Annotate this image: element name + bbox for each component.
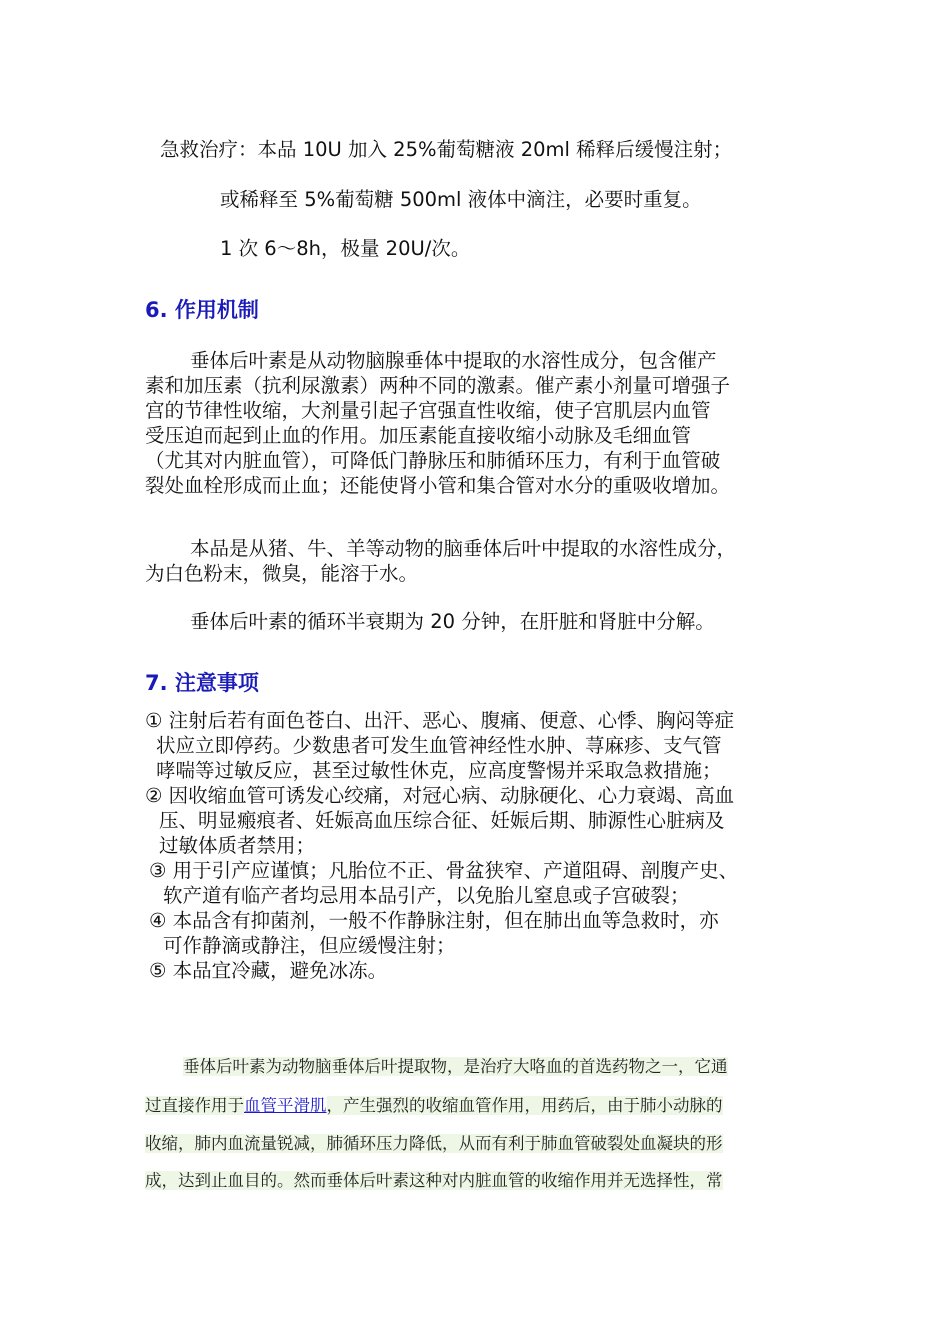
- paragraph-line: 受压迫而起到止血的作用。加压素能直接收缩小动脉及毛细血管: [145, 424, 692, 447]
- section-heading-mechanism: 6. 作用机制: [145, 298, 259, 322]
- half-life-line: 垂体后叶素的循环半衰期为 20 分钟，在肝脏和肾脏中分解。: [190, 610, 715, 633]
- list-item: 可作静滴或静注，但应缓慢注射；: [163, 934, 456, 957]
- closing-text: 过直接作用于: [145, 1096, 244, 1115]
- dosage-line: 1 次 6～8h，极量 20U/次。: [220, 237, 471, 260]
- list-item: 状应立即停药。少数患者可发生血管神经性水肿、荨麻疹、支气管: [156, 734, 722, 757]
- closing-line: [145, 1095, 723, 1117]
- paragraph-line: 裂处血栓形成而止血；还能使肾小管和集合管对水分的重吸收增加。: [145, 474, 731, 497]
- smooth-muscle-link[interactable]: 血管平滑肌: [244, 1096, 327, 1115]
- list-item: ④ 本品含有抑菌剂，一般不作静脉注射，但在肺出血等急救时，亦: [149, 909, 719, 932]
- closing-text: ，产生强烈的收缩血管作用，用药后，由于肺小动脉的: [326, 1096, 723, 1115]
- paragraph-line: 宫的节律性收缩，大剂量引起子宫强直性收缩，使子宫肌层内血管: [145, 399, 711, 422]
- list-item: ② 因收缩血管可诱发心绞痛，对冠心病、动脉硬化、心力衰竭、高血: [145, 784, 735, 807]
- dilution-line: 或稀释至 5%葡萄糖 500ml 液体中滴注，必要时重复。: [220, 188, 702, 211]
- emergency-treatment-line: 急救治疗：本品 10U 加入 25%葡萄糖液 20ml 稀释后缓慢注射；: [160, 138, 733, 161]
- list-item: 过敏体质者禁用；: [159, 834, 316, 857]
- list-item: 软产道有临产者均忌用本品引产，以免胎儿窒息或子宫破裂；: [163, 884, 690, 907]
- list-item: ⑤ 本品宜冷藏，避免冰冻。: [149, 959, 388, 982]
- paragraph-line: 为白色粉末，微臭，能溶于水。: [145, 562, 419, 585]
- closing-text: 收缩，肺内血流量锐减，肺循环压力降低，从而有利于肺血管破裂处血凝块的形: [145, 1134, 723, 1153]
- paragraph-line: （尤其对内脏血管），可降低门静脉压和肺循环压力，有利于血管破: [145, 449, 721, 472]
- closing-text: 成，达到止血目的。然而垂体后叶素这种对内脏血管的收缩作用并无选择性，常: [145, 1171, 723, 1190]
- list-item: ① 注射后若有面色苍白、出汗、恶心、腹痛、便意、心悸、胸闷等症: [145, 709, 735, 732]
- paragraph-line: 垂体后叶素是从动物脑腺垂体中提取的水溶性成分，包含催产: [190, 349, 717, 372]
- paragraph-line: 本品是从猪、牛、羊等动物的脑垂体后叶中提取的水溶性成分，: [190, 537, 737, 560]
- list-item: ③ 用于引产应谨慎；凡胎位不正、骨盆狭窄、产道阻碍、剖腹产史、: [149, 859, 739, 882]
- section-heading-precautions: 7. 注意事项: [145, 671, 259, 695]
- closing-line: [145, 1170, 723, 1192]
- paragraph-line: 素和加压素（抗利尿激素）两种不同的激素。催产素小剂量可增强子: [145, 374, 731, 397]
- list-item: 压、明显瘢痕者、妊娠高血压综合征、妊娠后期、肺源性心脏病及: [159, 809, 725, 832]
- closing-line: [145, 1133, 723, 1155]
- closing-line: [183, 1056, 728, 1078]
- closing-text: 垂体后叶素为动物脑垂体后叶提取物，是治疗大咯血的首选药物之一，它通: [183, 1057, 728, 1076]
- list-item: 哮喘等过敏反应，甚至过敏性休克，应高度警惕并采取急救措施；: [156, 759, 722, 782]
